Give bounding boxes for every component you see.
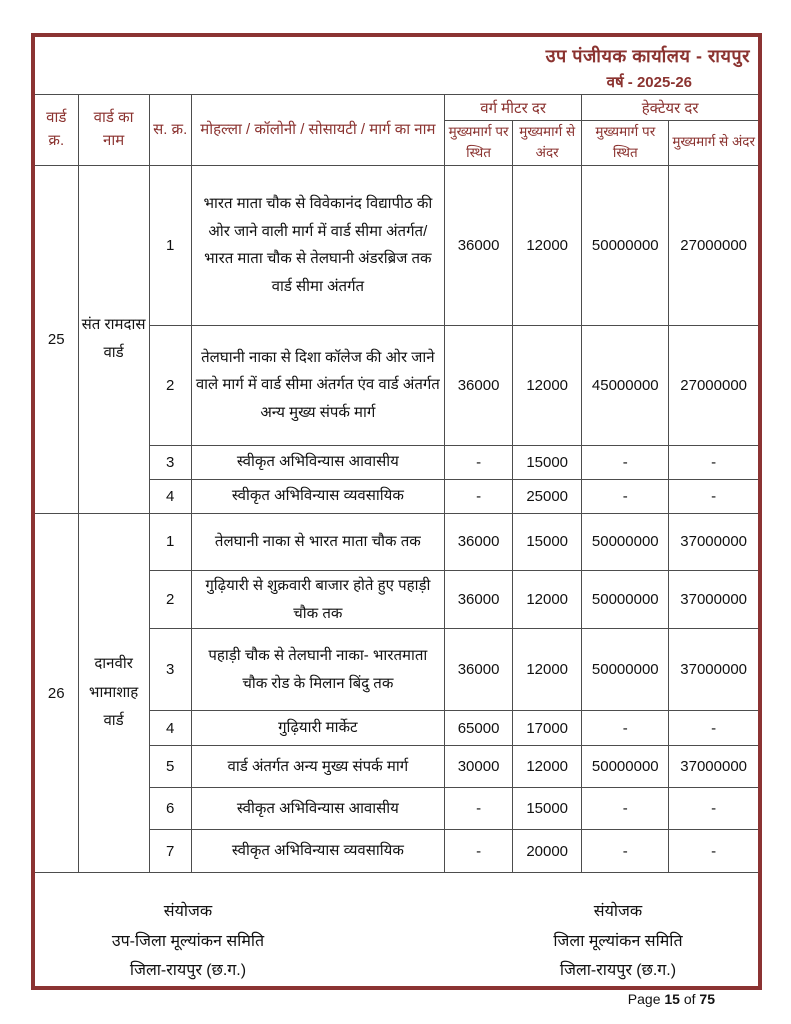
rate-cell: 50000000	[582, 513, 669, 570]
district-label: जिला-रायपुर (छ.ग.)	[129, 962, 247, 980]
convener-label: संयोजक	[593, 903, 643, 921]
ward-number-cell: 25	[35, 165, 78, 513]
rate-cell: -	[445, 788, 513, 830]
rate-cell: 36000	[445, 570, 513, 629]
rate-cell: 37000000	[669, 629, 758, 711]
locality-cell: वार्ड अंतर्गत अन्य मुख्य संपर्क मार्ग	[191, 746, 444, 788]
rate-cell: 36000	[445, 513, 513, 570]
rate-cell: 50000000	[582, 746, 669, 788]
rate-cell: 15000	[513, 445, 582, 479]
rate-cell: 27000000	[669, 325, 758, 445]
col-header-hectare-inside: मुख्यमार्ग से अंदर	[669, 121, 758, 166]
serial-cell: 6	[149, 788, 191, 830]
rate-cell: -	[669, 445, 758, 479]
serial-cell: 3	[149, 629, 191, 711]
rate-cell: 36000	[445, 165, 513, 325]
rate-cell: 50000000	[582, 570, 669, 629]
ward-name-cell: दानवीर भामाशाह वार्ड	[78, 513, 149, 873]
rate-cell: -	[445, 830, 513, 873]
serial-cell: 2	[149, 325, 191, 445]
locality-cell: स्वीकृत अभिविन्यास व्यवसायिक	[191, 830, 444, 873]
rate-cell: 12000	[513, 165, 582, 325]
col-header-sqm-inside: मुख्यमार्ग से अंदर	[513, 121, 582, 166]
col-header-hectare-on-main: मुख्यमार्ग पर स्थित	[582, 121, 669, 166]
rate-cell: 30000	[445, 746, 513, 788]
locality-cell: पहाड़ी चौक से तेलघानी नाका- भारतमाता चौक रोड के मिलान बिंदु तक	[191, 629, 444, 711]
table-row	[35, 513, 758, 570]
page-frame	[31, 33, 762, 1007]
locality-cell: गुढ़ियारी से शुक्रवारी बाजार होते हुए पहाड़ी चौक तक	[191, 570, 444, 629]
serial-cell: 4	[149, 479, 191, 513]
locality-cell: भारत माता चौक से विवेकानंद विद्यापीठ की ओर जाने वाली मार्ग में वार्ड सीमा अंतर्गत/भारत माता चौक से तेलघानी अंडरब्रिज तक वार्ड सीमा अंतर्गत	[191, 165, 444, 325]
col-header-serial-no: स. क्र.	[149, 95, 191, 166]
rate-cell: -	[582, 711, 669, 746]
rate-cell: 20000	[513, 830, 582, 873]
office-title: उप पंजीयक कार्यालय - रायपुर	[545, 46, 750, 66]
table-row	[35, 165, 758, 325]
ward-name-cell: संत रामदास वार्ड	[78, 165, 149, 513]
serial-cell: 4	[149, 711, 191, 746]
rate-cell: -	[669, 830, 758, 873]
locality-cell: स्वीकृत अभिविन्यास आवासीय	[191, 445, 444, 479]
rate-cell: -	[669, 711, 758, 746]
district-committee-label: जिला मूल्यांकन समिति	[553, 932, 683, 950]
serial-cell: 2	[149, 570, 191, 629]
convener-label: संयोजक	[163, 903, 213, 921]
serial-cell: 1	[149, 165, 191, 325]
year-title: वर्ष - 2025-26	[606, 74, 692, 91]
rate-cell: -	[582, 445, 669, 479]
ward-number-cell: 26	[35, 513, 78, 873]
rate-cell: -	[582, 479, 669, 513]
document-header	[35, 37, 758, 94]
page-number: 15	[664, 990, 680, 1007]
page-prefix: Page	[627, 990, 661, 1007]
rate-cell: -	[445, 479, 513, 513]
rate-cell: 12000	[513, 746, 582, 788]
rate-cell: 50000000	[582, 165, 669, 325]
serial-cell: 7	[149, 830, 191, 873]
rate-cell: 36000	[445, 325, 513, 445]
district-label: जिला-रायपुर (छ.ग.)	[559, 962, 677, 980]
locality-cell: गुढ़ियारी मार्केट	[191, 711, 444, 746]
rate-cell: 25000	[513, 479, 582, 513]
page-total: 75	[699, 990, 715, 1007]
serial-cell: 1	[149, 513, 191, 570]
sub-district-committee-label: उप-जिला मूल्यांकन समिति	[111, 932, 265, 950]
col-header-ward-name: वार्ड का नाम	[78, 95, 149, 166]
rate-cell: -	[582, 830, 669, 873]
rate-cell: 45000000	[582, 325, 669, 445]
rate-cell: 37000000	[669, 746, 758, 788]
footer-signature-left	[63, 901, 313, 989]
rate-cell: 12000	[513, 629, 582, 711]
page-indicator	[493, 990, 743, 1010]
rate-cell: 50000000	[582, 629, 669, 711]
rate-cell: 15000	[513, 513, 582, 570]
rates-table	[35, 94, 758, 873]
col-header-hectare-rate-group: हेक्टेयर दर	[582, 95, 758, 121]
col-header-ward-no: वार्ड क्र.	[35, 95, 78, 166]
locality-cell: स्वीकृत अभिविन्यास व्यवसायिक	[191, 479, 444, 513]
page-of: of	[683, 990, 696, 1007]
locality-cell: तेलघानी नाका से भारत माता चौक तक	[191, 513, 444, 570]
locality-cell: तेलघानी नाका से दिशा कॉलेज की ओर जाने वाले मार्ग में वार्ड सीमा अंतर्गत एंव वार्ड अंतर्गत अन्य मुख्य संपर्क मार्ग	[191, 325, 444, 445]
rate-cell: 37000000	[669, 570, 758, 629]
rate-cell: 17000	[513, 711, 582, 746]
locality-cell: स्वीकृत अभिविन्यास आवासीय	[191, 788, 444, 830]
rate-cell: -	[582, 788, 669, 830]
rate-cell: 37000000	[669, 513, 758, 570]
rate-cell: 65000	[445, 711, 513, 746]
rate-cell: 15000	[513, 788, 582, 830]
rate-cell: 36000	[445, 629, 513, 711]
rate-cell: -	[669, 479, 758, 513]
serial-cell: 5	[149, 746, 191, 788]
footer-signature-right	[493, 901, 743, 1009]
rate-cell: -	[669, 788, 758, 830]
table-header-row-1	[35, 95, 758, 121]
rate-cell: 12000	[513, 570, 582, 629]
document-footer	[35, 873, 758, 1007]
serial-cell: 3	[149, 445, 191, 479]
rate-cell: 27000000	[669, 165, 758, 325]
rate-cell: 12000	[513, 325, 582, 445]
rate-cell: -	[445, 445, 513, 479]
col-header-sqm-on-main: मुख्यमार्ग पर स्थित	[445, 121, 513, 166]
col-header-locality: मोहल्ला / कॉलोनी / सोसायटी / मार्ग का नाम	[191, 95, 444, 166]
col-header-sqm-rate-group: वर्ग मीटर दर	[445, 95, 582, 121]
